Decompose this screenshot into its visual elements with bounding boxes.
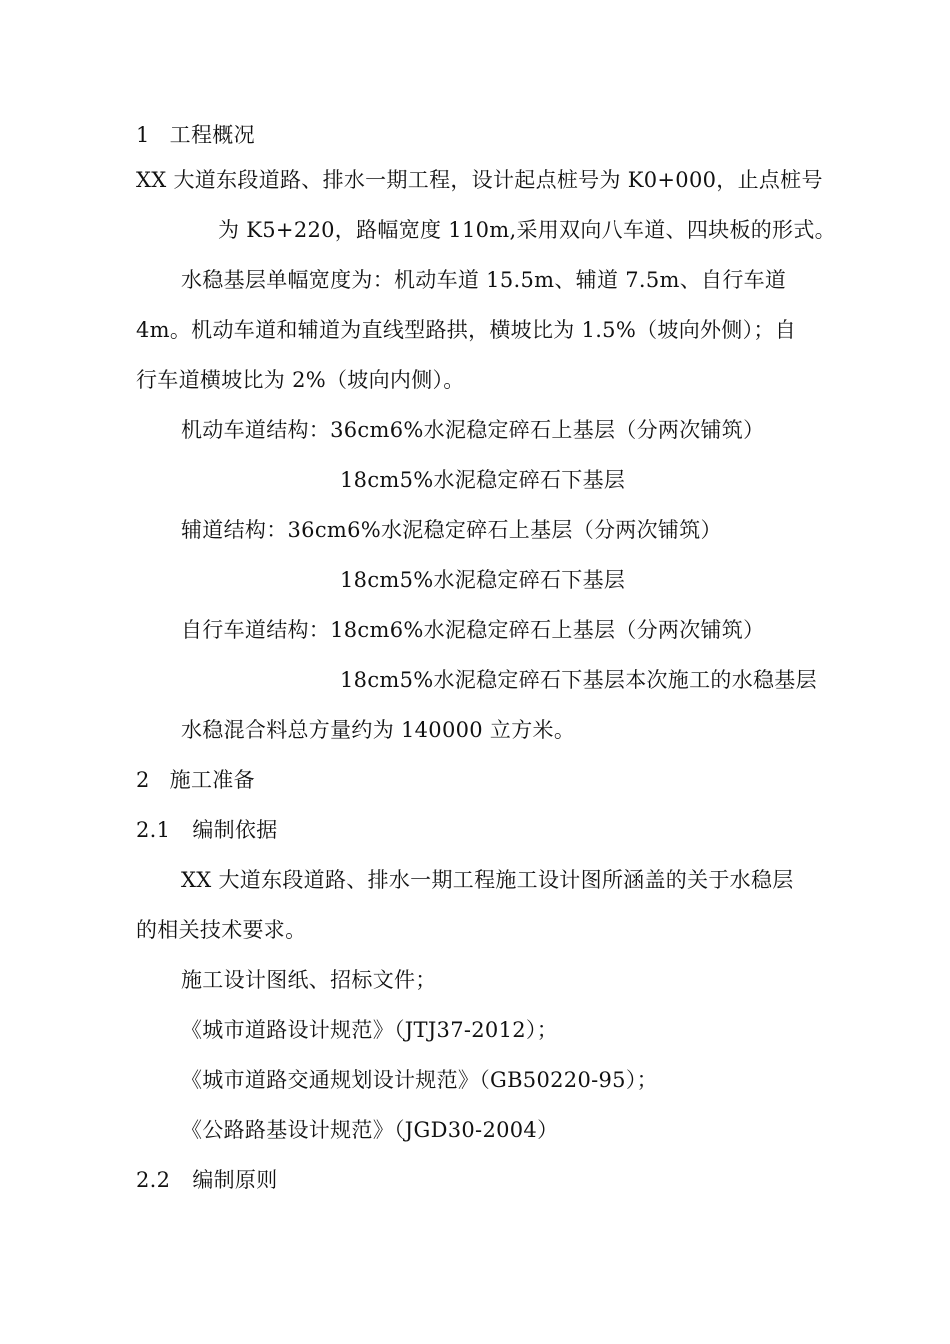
section-1-number: 1 bbox=[136, 123, 150, 147]
width-line-3: 行车道横坡比为 2%（坡向内侧）。 bbox=[136, 368, 465, 392]
basis-line-2: 的相关技术要求。 bbox=[136, 918, 307, 942]
bike-structure-line-2: 18cm5%水泥稳定碎石下基层本次施工的水稳基层 bbox=[340, 668, 817, 692]
section-2-2-title: 编制原则 bbox=[192, 1168, 278, 1192]
section-2-2-number: 2.2 bbox=[136, 1168, 171, 1192]
section-2-number: 2 bbox=[136, 768, 150, 792]
basis-item-1: 施工设计图纸、招标文件； bbox=[181, 968, 437, 992]
basis-item-4: 《公路路基设计规范》（JGD30-2004） bbox=[181, 1118, 559, 1142]
section-2-heading bbox=[136, 766, 255, 794]
basis-item-2: 《城市道路设计规范》（JTJ37-2012）； bbox=[181, 1018, 559, 1042]
width-line-2: 4m。机动车道和辅道为直线型路拱，横坡比为 1.5%（坡向外侧）；自 bbox=[136, 318, 796, 342]
basis-line-1: XX 大道东段道路、排水一期工程施工设计图所涵盖的关于水稳层 bbox=[181, 868, 794, 892]
motor-structure-line-1: 机动车道结构：36cm6%水泥稳定碎石上基层（分两次铺筑） bbox=[181, 418, 765, 442]
aux-structure-line-1: 辅道结构：36cm6%水泥稳定碎石上基层（分两次铺筑） bbox=[181, 518, 722, 542]
motor-structure-line-2: 18cm5%水泥稳定碎石下基层 bbox=[340, 468, 626, 492]
bike-structure-line-1: 自行车道结构：18cm6%水泥稳定碎石上基层（分两次铺筑） bbox=[181, 618, 765, 642]
section-2-1-title: 编制依据 bbox=[192, 818, 278, 842]
section-1-title: 工程概况 bbox=[169, 123, 255, 147]
overview-line-1: XX 大道东段道路、排水一期工程，设计起点桩号为 K0+000，止点桩号 bbox=[136, 168, 823, 192]
basis-item-3: 《城市道路交通规划设计规范》（GB50220-95）； bbox=[181, 1068, 658, 1092]
aux-structure-line-2: 18cm5%水泥稳定碎石下基层 bbox=[340, 568, 626, 592]
section-2-title: 施工准备 bbox=[169, 768, 255, 792]
overview-line-2: 为 K5+220，路幅宽度 110m,采用双向八车道、四块板的形式。 bbox=[218, 218, 836, 242]
section-2-1-heading bbox=[136, 816, 278, 844]
total-volume-line: 水稳混合料总方量约为 140000 立方米。 bbox=[181, 718, 576, 742]
width-line-1: 水稳基层单幅宽度为：机动车道 15.5m、辅道 7.5m、自行车道 bbox=[181, 268, 787, 292]
section-2-2-heading bbox=[136, 1166, 278, 1194]
section-1-heading bbox=[136, 121, 255, 149]
section-2-1-number: 2.1 bbox=[136, 818, 171, 842]
